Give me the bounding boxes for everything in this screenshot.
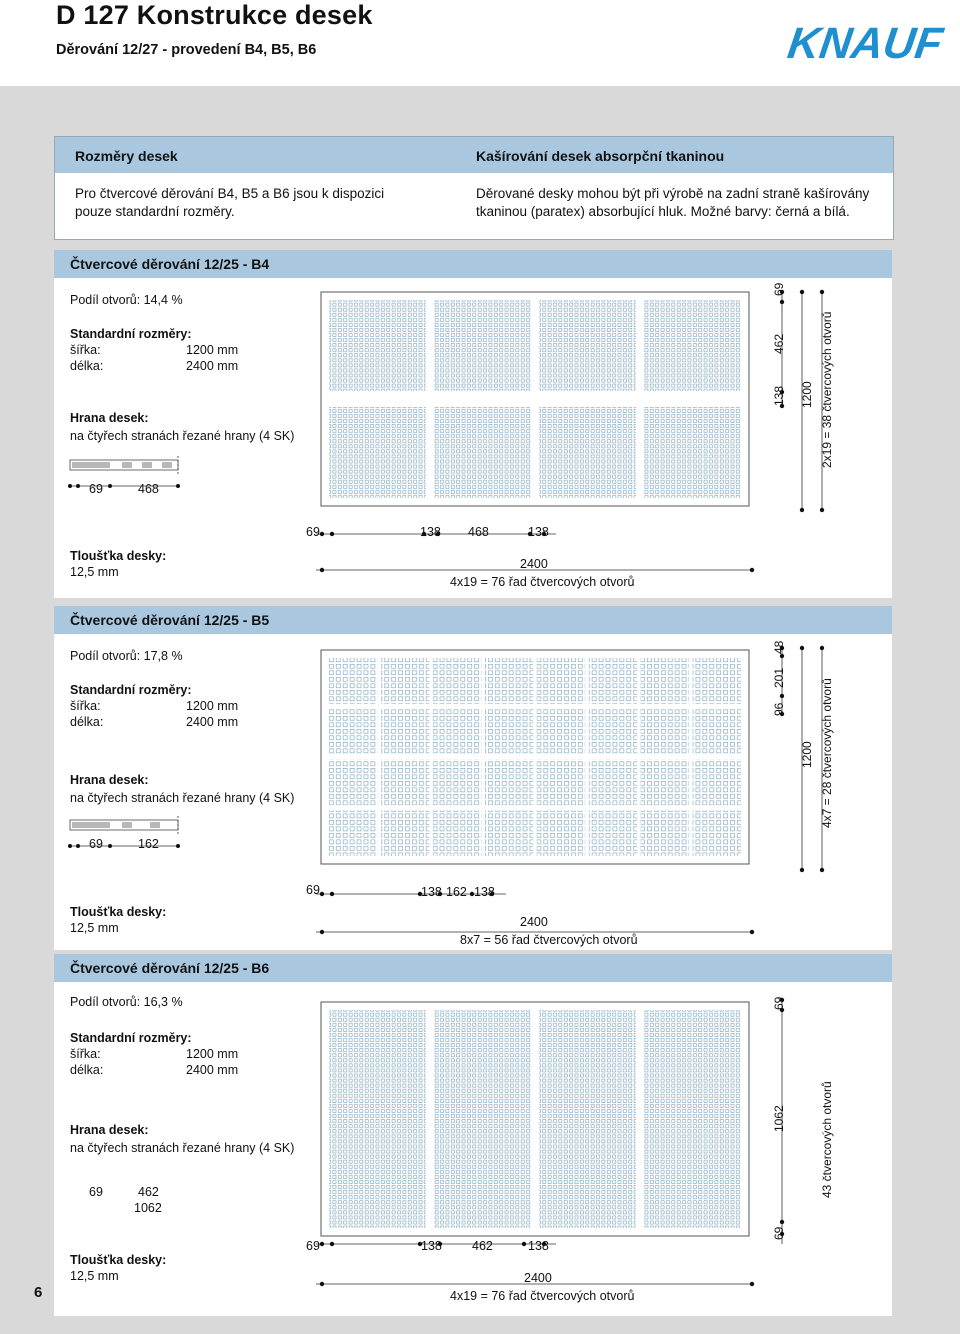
perforation-block — [485, 709, 533, 755]
b5-width-label: šířka: — [70, 699, 101, 713]
perforation-block — [641, 709, 689, 755]
b6-thickness-label: Tloušťka desky: — [70, 1253, 167, 1267]
perforation-block — [589, 810, 637, 856]
b4-hdim-69: 69 — [306, 525, 320, 539]
b4-vdim-formula: 2x19 = 38 čtvercových otvorů — [820, 311, 834, 468]
info-panel-header — [55, 137, 893, 173]
perforation-block — [537, 810, 585, 856]
b6-edge-value: na čtyřech stranách řezané hrany (4 SK) — [70, 1141, 295, 1155]
b5-hdim-formula: 8x7 = 56 řad čtvercových otvorů — [460, 933, 638, 947]
perforation-block — [434, 407, 531, 498]
perforation-block — [539, 300, 636, 391]
b4-hdim-2400: 2400 — [520, 557, 548, 571]
b5-hole-ratio: Podíl otvorů: 17,8 % — [70, 649, 183, 663]
page-header — [0, 0, 960, 86]
perforation-block — [381, 810, 429, 856]
document-subtitle: Děrování 12/27 - provedení B4, B5, B6 — [56, 42, 317, 58]
perforation-block — [329, 300, 426, 391]
perforation-block — [641, 760, 689, 806]
perforation-block — [329, 709, 377, 755]
b6-edge-dim-1062: 1062 — [134, 1201, 162, 1215]
lining-text: Děrované desky mohou být při výrobě na zadní straně kašírovány tkaninou (paratex) absorbující hluk. Možné barvy: černá a bílá. — [476, 186, 870, 219]
b5-hdim-138b: 138 — [474, 885, 495, 899]
b5-thickness-value: 12,5 mm — [70, 921, 119, 935]
section-b4-title: Čtvercové děrování 12/25 - B4 — [70, 256, 270, 272]
b5-std-label: Standardní rozměry: — [70, 683, 192, 697]
b6-width-label: šířka: — [70, 1047, 101, 1061]
b5-vdim-201: 201 — [772, 667, 786, 688]
perforation-block — [589, 709, 637, 755]
b5-vdim-48: 48 — [772, 640, 786, 654]
b6-vdim-69-bottom: 69 — [772, 1226, 786, 1240]
b6-edge-label: Hrana desek: — [70, 1123, 149, 1137]
page-number: 6 — [34, 1284, 43, 1301]
b4-length-value: 2400 mm — [186, 359, 239, 373]
b5-hdim-69: 69 — [306, 883, 320, 897]
perforation-block — [329, 1010, 426, 1228]
b4-hdim-138b: 138 — [528, 525, 549, 539]
b4-width-value: 1200 mm — [186, 343, 239, 357]
section-b4 — [54, 278, 892, 598]
b5-hdim-138a: 138 — [421, 885, 442, 899]
b5-edge-value: na čtyřech stranách řezané hrany (4 SK) — [70, 791, 295, 805]
perforation-block — [644, 300, 741, 391]
b4-thickness-value: 12,5 mm — [70, 565, 119, 579]
b6-std-label: Standardní rozměry: — [70, 1031, 192, 1045]
b6-vdim-69-top: 69 — [772, 996, 786, 1010]
perforation-block — [485, 658, 533, 704]
b6-hdim-138b: 138 — [528, 1239, 549, 1253]
b4-hole-ratio: Podíl otvorů: 14,4 % — [70, 293, 183, 307]
b5-hdim-2400: 2400 — [520, 915, 548, 929]
perforation-block — [539, 407, 636, 498]
b6-hdim-formula: 4x19 = 76 řad čtvercových otvorů — [450, 1289, 635, 1303]
section-b6-header — [54, 954, 892, 982]
b4-thickness-label: Tloušťka desky: — [70, 549, 167, 563]
b6-hdim-2400: 2400 — [524, 1271, 552, 1285]
b4-hdim-138a: 138 — [420, 525, 441, 539]
b6-vdim-formula: 43 čtvercových otvorů — [820, 1081, 834, 1198]
perforation-block — [693, 810, 741, 856]
b5-edge-dim-162: 162 — [138, 837, 159, 851]
perforation-block — [641, 810, 689, 856]
perforation-block — [381, 760, 429, 806]
b4-hdim-468: 468 — [468, 525, 489, 539]
b6-width-value: 1200 mm — [186, 1047, 239, 1061]
perforation-block — [329, 658, 377, 704]
b5-panel-drawing — [321, 650, 751, 866]
perforation-block — [537, 760, 585, 806]
perforation-block — [329, 810, 377, 856]
section-b5-header — [54, 606, 892, 634]
b4-width-label: šířka: — [70, 343, 101, 357]
b5-vdim-1200: 1200 — [800, 741, 814, 768]
perforation-block — [589, 760, 637, 806]
b4-length-label: délka: — [70, 359, 104, 373]
perforation-block — [329, 760, 377, 806]
perforation-block — [693, 709, 741, 755]
section-b5-title: Čtvercové děrování 12/25 - B5 — [70, 612, 270, 628]
section-b4-header — [54, 250, 892, 278]
document-title: D 127 Konstrukce desek — [56, 0, 373, 30]
b4-vdim-462: 462 — [772, 333, 786, 354]
b6-edge-dim-69: 69 — [89, 1185, 103, 1199]
perforation-block — [433, 658, 481, 704]
b6-length-value: 2400 mm — [186, 1063, 239, 1077]
b5-vdim-96: 96 — [772, 702, 786, 716]
perforation-block — [433, 709, 481, 755]
b6-hdim-462: 462 — [472, 1239, 493, 1253]
perforation-block — [644, 1010, 741, 1228]
perforation-block — [434, 1010, 531, 1228]
b5-length-label: délka: — [70, 715, 104, 729]
b4-vdim-1200: 1200 — [800, 381, 814, 408]
knauf-logo — [784, 2, 946, 68]
dimensions-text: Pro čtvercové děrování B4, B5 a B6 jsou k dispozici pouze standardní rozměry. — [75, 186, 385, 219]
perforation-block — [693, 658, 741, 704]
perforation-block — [537, 709, 585, 755]
b6-edge-dim-462: 462 — [138, 1185, 159, 1199]
b5-width-value: 1200 mm — [186, 699, 239, 713]
b4-edge-profile — [70, 456, 186, 504]
b4-edge-dim-69: 69 — [89, 482, 103, 496]
b4-panel-drawing — [321, 292, 751, 508]
b4-std-label: Standardní rozměry: — [70, 327, 192, 341]
perforation-block — [329, 407, 426, 498]
b5-vdim-formula: 4x7 = 28 čtvercových otvorů — [820, 678, 834, 828]
b6-length-label: délka: — [70, 1063, 104, 1077]
b5-thickness-label: Tloušťka desky: — [70, 905, 167, 919]
perforation-block — [381, 658, 429, 704]
b4-edge-dim-468: 468 — [138, 482, 159, 496]
info-panel — [54, 136, 894, 240]
b6-thickness-value: 12,5 mm — [70, 1269, 119, 1283]
perforation-block — [433, 810, 481, 856]
perforation-block — [644, 407, 741, 498]
b4-vdim-69: 69 — [772, 282, 786, 296]
b5-hdim-162: 162 — [446, 885, 467, 899]
perforation-block — [485, 760, 533, 806]
b5-edge-dim-69: 69 — [89, 837, 103, 851]
perforation-block — [485, 810, 533, 856]
perforation-block — [539, 1010, 636, 1228]
b4-hdim-formula: 4x19 = 76 řad čtvercových otvorů — [450, 575, 635, 589]
section-b5 — [54, 634, 892, 950]
perforation-block — [641, 658, 689, 704]
perforation-block — [433, 760, 481, 806]
perforation-block — [434, 300, 531, 391]
lining-heading: Kašírování desek absorpční tkaninou — [476, 148, 725, 164]
section-b6 — [54, 982, 892, 1316]
dimensions-heading: Rozměry desek — [75, 148, 178, 164]
b4-edge-value: na čtyřech stranách řezané hrany (4 SK) — [70, 429, 295, 443]
svg-text:KNAUF: KNAUF — [784, 19, 946, 68]
b6-panel-drawing — [321, 1002, 751, 1238]
b4-edge-label: Hrana desek: — [70, 411, 149, 425]
perforation-block — [537, 658, 585, 704]
perforation-block — [589, 658, 637, 704]
section-b6-title: Čtvercové děrování 12/25 - B6 — [70, 960, 270, 976]
b6-hdim-138a: 138 — [421, 1239, 442, 1253]
perforation-block — [693, 760, 741, 806]
b5-edge-profile — [70, 816, 186, 860]
b5-length-value: 2400 mm — [186, 715, 239, 729]
b6-vdim-1062: 1062 — [772, 1105, 786, 1132]
b6-hdim-69: 69 — [306, 1239, 320, 1253]
perforation-block — [381, 709, 429, 755]
b4-vdim-138: 138 — [772, 385, 786, 406]
b5-edge-label: Hrana desek: — [70, 773, 149, 787]
b6-hole-ratio: Podíl otvorů: 16,3 % — [70, 995, 183, 1009]
